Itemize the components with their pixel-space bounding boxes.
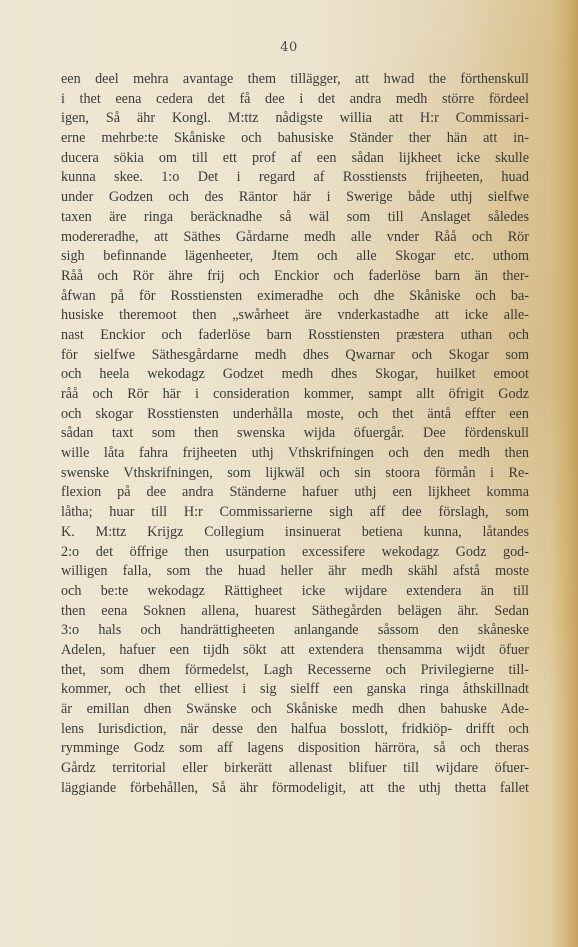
text-line: Gårdz territorial eller birkerätt allenast blifuer till wijdare öfuer- xyxy=(61,760,529,777)
text-line: flexion på dee andra Ständerne hafuer uthj een lijkheet komma xyxy=(61,484,529,501)
text-line: är emillan dhen Swänske och Skåniske medh dhen bahuske Ade- xyxy=(61,701,529,717)
text-line: taxen äre ringa beräcknadhe så wäl som till Anslaget således xyxy=(61,208,529,225)
text-line: råå och Rör här i consideration kommer, sampt allt öfrigit Godz xyxy=(61,386,529,402)
text-line: K. M:ttz Krijgz Collegium insinuerat betiena kunna, låtandes xyxy=(61,523,529,540)
text-line: i thet eena cedera det få dee i det andra medh större fördeel xyxy=(61,90,529,107)
text-line: Råå och Rör ähre frij och Enckior och faderlöse barn än ther- xyxy=(61,267,529,284)
text-line: ducera sökia om till ett prof af een sådan lijkheet icke skulle xyxy=(61,149,529,166)
text-line: läggiande förbehållen, Så ähr förmodeligit, att the uthj thetta fallet xyxy=(61,779,529,796)
text-line: wille låta fahra frijheeten uthj Vthskrifningen och den medh then xyxy=(61,445,529,462)
text-line: kunna skee. 1:o Det i regard af Rosstiensts frijheeten, huad xyxy=(61,169,529,186)
text-line: och heela wekodagz Godzet medh dhes Skogar, huilket emoot xyxy=(61,366,529,383)
text-line: rymminge Godz som aff lagens disposition härröra, så och theras xyxy=(61,740,529,757)
text-line: igen, Så ähr Kongl. M:ttz nådigste willia att H:r Commissari- xyxy=(61,110,529,127)
text-line: och skogar Rosstiensten underhålla moste, och thet äntå effter een xyxy=(61,405,529,422)
text-line: nast Enckior och faderlöse barn Rosstiensten præstera uthan och xyxy=(61,326,529,343)
text-line: 2:o det öffrige then usurpation excessifere wekodagz Godz god- xyxy=(61,543,529,560)
text-line: kommer, och thet elliest i sig sielff een ganska ringa åthskillnadt xyxy=(61,681,529,698)
text-line: een deel mehra avantage them tillägger, att hwad the förthenskull xyxy=(61,71,529,87)
text-line: thet, som dhem förmedelst, Lagh Recesserne och Privilegierne till- xyxy=(61,661,529,678)
text-line: låtha; huar till H:r Commissarierne sigh aff dee förslagh, som xyxy=(61,504,529,521)
text-line: under Godzen och des Räntor här i Swerige både uthj sielfwe xyxy=(61,189,529,206)
text-line: lens Iurisdiction, när desse den halfua bosslott, fridkiöp- drifft och xyxy=(61,720,529,737)
text-line: swenske Vthskrifningen, som lijkwäl och sin stoora förmån i Re- xyxy=(61,464,529,481)
text-line: husiske theremoot then „swårheet äre vnderkastadhe att icke alle- xyxy=(61,307,529,324)
text-line: sigh befinnande lägenheeter, Jtem och alle Skogar etc. uthom xyxy=(61,248,529,265)
text-line: sådan taxt som then swenska wijda öfuergår. Dee fördenskull xyxy=(61,425,529,442)
text-line: för sielfwe Säthesgårdarne medh dhes Qwarnar och Skogar som xyxy=(61,346,529,363)
page-number: 40 xyxy=(280,40,298,55)
page-edge-stain xyxy=(550,0,578,947)
text-line: 3:o hals och handrättigheeten anlangande såssom den skåneske xyxy=(61,622,529,639)
text-line: åfwan på för Rosstiensten eximeradhe och dhe Skåniske och ba- xyxy=(61,287,529,304)
body-text xyxy=(61,70,529,798)
text-line: erne mehrbe:te Skåniske och bahusiske Ständer ther hän att in- xyxy=(61,130,529,147)
text-line: Adelen, hafuer een tijdh sökt att extendera thensamma wijdt öfuer xyxy=(61,641,529,658)
text-line: och be:te wekodagz Rättigheet icke wijdare extendera än till xyxy=(61,582,529,599)
text-line: modereradhe, att Säthes Gårdarne medh alle vnder Råå och Rör xyxy=(61,228,529,245)
text-line: willigen falla, som the huad heller ähr medh skähl afstå moste xyxy=(61,563,529,580)
text-line: then eena Soknen allena, huarest Säthegården belägen ähr. Sedan xyxy=(61,602,529,619)
